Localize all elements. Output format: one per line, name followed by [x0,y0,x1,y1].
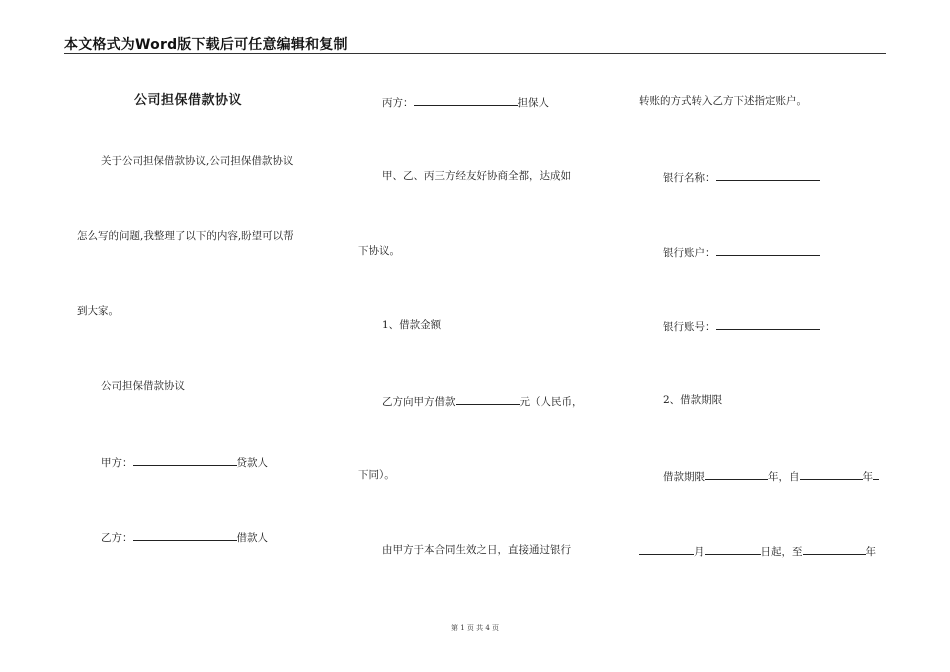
intro-line-3: 到大家。 [77,305,119,317]
section-2-heading: 2、借款期限 [663,394,723,406]
party-c-label: 丙方： [382,97,414,109]
term-start-day-blank[interactable] [705,543,761,555]
bank-account-label: 银行账户： [663,247,716,259]
term-line-2 [639,543,876,559]
header-text: 本文格式为Word版下载后可任意编辑和复制 [64,37,348,53]
party-c-blank[interactable] [414,94,518,106]
party-b-line [101,529,268,545]
party-c-line [382,94,549,110]
term-year2-text: 年 [862,471,873,483]
term-trailing-blank[interactable] [873,468,879,480]
agreement-line-1: 甲、乙、丙三方经友好协商全都，达成如 [382,170,571,182]
bank-name-label: 银行名称： [663,172,716,184]
bank-account-blank[interactable] [716,244,820,256]
bank-name-line [663,169,820,185]
bank-account-line [663,244,820,260]
term-line-1 [663,468,879,484]
amount-suffix: 元（人民币， [519,396,583,408]
transfer-line-2: 转账的方式转入乙方下述指定账户。 [639,95,807,107]
agreement-subtitle: 公司担保借款协议 [101,380,185,392]
party-a-label: 甲方： [101,457,133,469]
term-label: 借款期限 [663,471,705,483]
party-a-role: 贷款人 [236,457,268,469]
party-b-role: 借款人 [236,532,268,544]
term-years-blank[interactable] [705,468,768,480]
bank-number-blank[interactable] [716,318,820,330]
section-1-heading: 1、借款金额 [382,319,442,331]
amount-line [382,393,583,409]
party-a-blank[interactable] [133,454,237,466]
bank-number-line [663,318,820,334]
term-years-text: 年，自 [768,471,800,483]
party-a-line [101,454,268,470]
intro-line-1: 关于公司担保借款协议,公司担保借款协议 [101,155,294,167]
transfer-line-1: 由甲方于本合同生效之日，直接通过银行 [382,544,571,556]
term-start-month-blank[interactable] [639,543,694,555]
page-footer: 第 1 页 共 4 页 [450,624,500,632]
amount-prefix: 乙方向甲方借款 [382,396,456,408]
term-day-from-text: 日起，至 [760,546,803,558]
page-header [64,34,886,54]
amount-end-line: 下同）。 [358,469,395,481]
bank-name-blank[interactable] [716,169,820,181]
term-start-year-blank[interactable] [800,468,863,480]
party-c-role: 担保人 [517,97,549,109]
party-b-blank[interactable] [133,529,237,541]
term-end-year-blank[interactable] [803,543,866,555]
document-title: 公司担保借款协议 [134,93,243,108]
bank-number-label: 银行账号： [663,321,716,333]
term-year3-text: 年 [865,546,876,558]
term-month-text: 月 [694,546,705,558]
party-b-label: 乙方： [101,532,133,544]
amount-blank[interactable] [456,393,520,405]
agreement-line-2: 下协议。 [358,245,400,257]
intro-line-2: 怎么写的问题,我整理了以下的内容,盼望可以帮 [77,230,294,242]
